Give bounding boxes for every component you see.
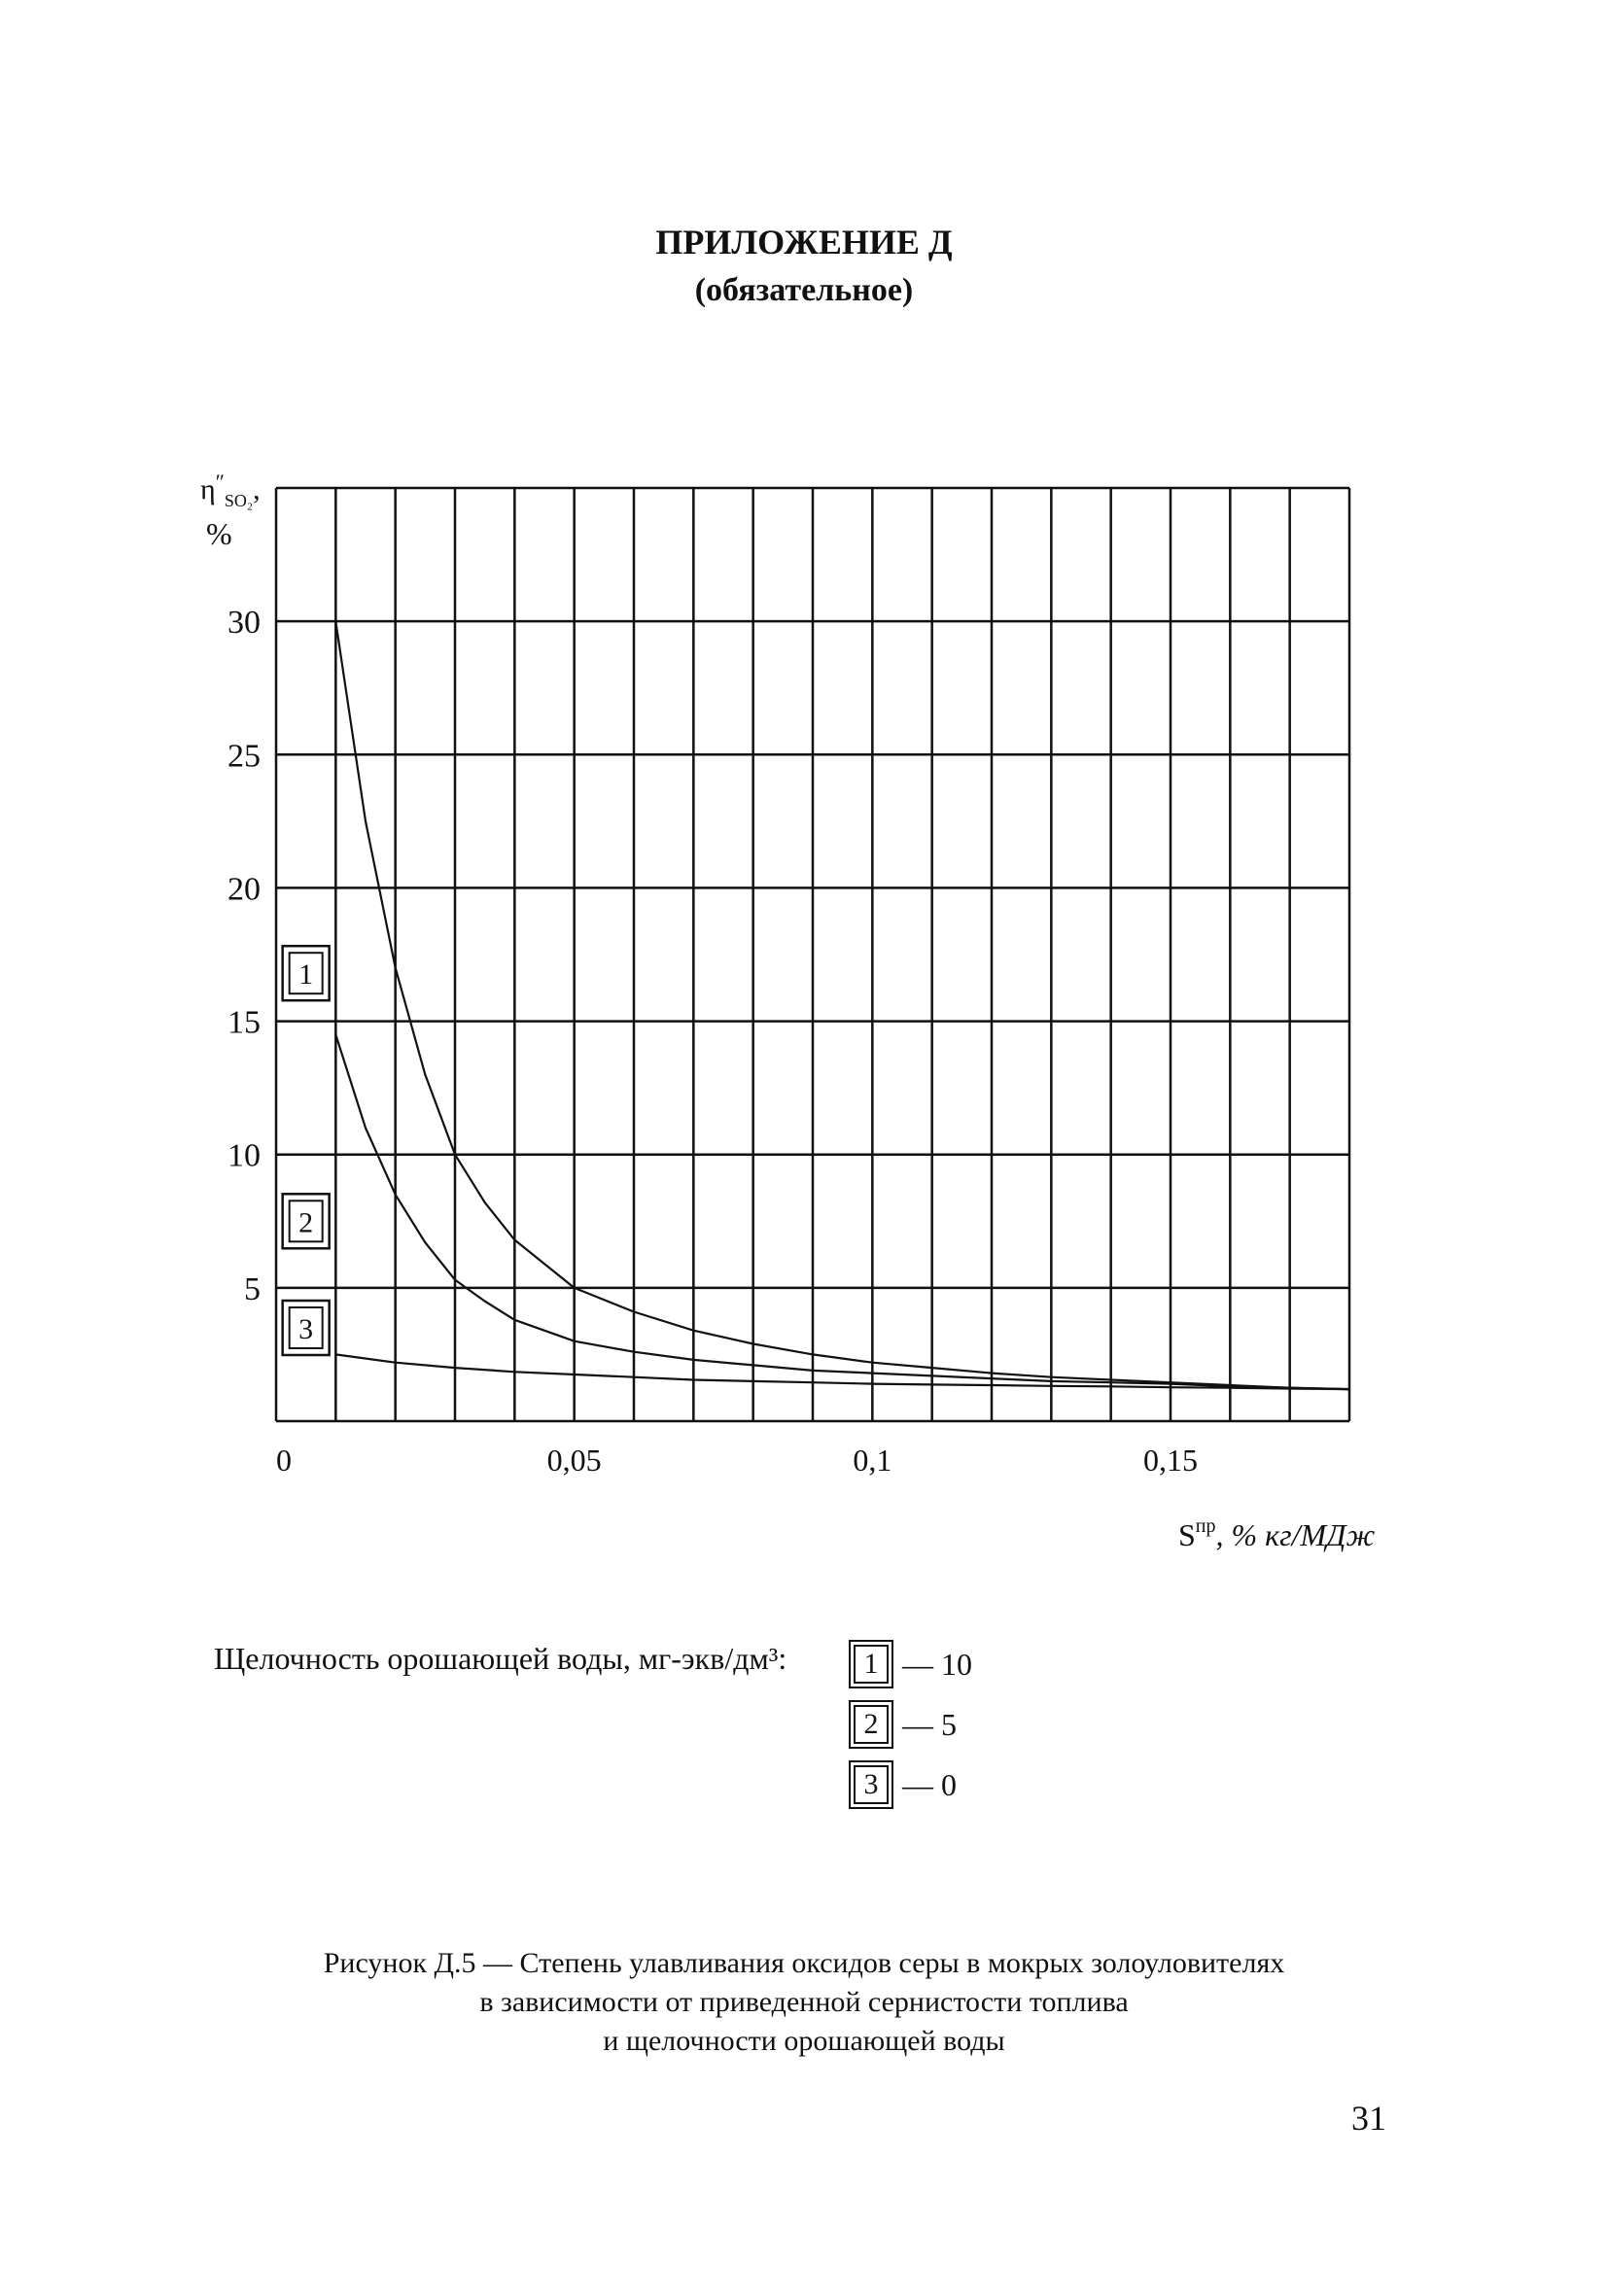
legend-item-1 bbox=[854, 1641, 972, 1687]
series-label-1 bbox=[283, 946, 330, 1000]
x-tick-label: 0,1 bbox=[853, 1443, 892, 1478]
y-tick-label: 30 bbox=[227, 605, 261, 642]
chart-series-labels bbox=[283, 946, 330, 1355]
series-label-2 bbox=[283, 1194, 330, 1248]
legend-value: — 5 bbox=[902, 1706, 957, 1742]
legend-box: 3 bbox=[854, 1765, 889, 1804]
x-axis-label bbox=[1178, 1515, 1376, 1552]
x-tick-label: 0,15 bbox=[1143, 1443, 1198, 1478]
legend-value: — 10 bbox=[902, 1646, 972, 1682]
legend-item-3 bbox=[854, 1761, 957, 1808]
y-axis-label-superscript: ″ bbox=[215, 470, 225, 494]
legend-intro: Щелочность орошающей воды, мг-экв/дм³: bbox=[214, 1641, 787, 1676]
appendix-title: ПРИЛОЖЕНИЕ Д bbox=[655, 223, 953, 261]
series-label-text: 3 bbox=[298, 1313, 314, 1345]
y-axis-label-subscript: SO₂ bbox=[224, 491, 254, 510]
y-tick-label: 15 bbox=[227, 1004, 261, 1041]
series-label-text: 1 bbox=[298, 958, 314, 991]
y-tick-label: 25 bbox=[227, 738, 261, 775]
x-axis-label-unit: , % кг/МДж bbox=[1215, 1517, 1376, 1552]
series-line-2 bbox=[335, 1034, 1349, 1389]
legend-box: 1 bbox=[854, 1645, 889, 1684]
y-axis-unit: % bbox=[206, 516, 232, 551]
series-label-text: 2 bbox=[298, 1206, 314, 1239]
appendix-subtitle: (обязательное) bbox=[694, 272, 914, 308]
x-axis-label-symbol: S bbox=[1178, 1517, 1196, 1552]
y-tick-label: 5 bbox=[244, 1270, 261, 1307]
y-tick-label: 10 bbox=[227, 1137, 261, 1174]
legend-value: — 0 bbox=[902, 1766, 957, 1802]
chart-series bbox=[335, 621, 1349, 1389]
x-tick-label: 0 bbox=[276, 1443, 292, 1478]
series-label-3 bbox=[283, 1301, 330, 1355]
figure-caption-line: Рисунок Д.5 — Степень улавливания оксидов серы в мокрых золоуловителях bbox=[323, 1947, 1285, 1979]
figure-caption-line: в зависимости от приведенной сернистости топлива bbox=[479, 1986, 1129, 2018]
x-axis-label-superscript: пр bbox=[1195, 1515, 1216, 1537]
x-tick-label: 0,05 bbox=[546, 1443, 602, 1478]
legend-item-2 bbox=[854, 1701, 957, 1748]
y-axis-label bbox=[200, 470, 261, 510]
figure-caption-line: и щелочности орошающей воды bbox=[603, 2025, 1005, 2057]
chart-grid bbox=[276, 488, 1349, 1421]
legend-box: 2 bbox=[854, 1705, 889, 1744]
page-number: 31 bbox=[1351, 2099, 1386, 2138]
series-line-1 bbox=[335, 621, 1349, 1389]
y-axis-label-suffix: , bbox=[253, 473, 261, 505]
y-axis-label-symbol: η bbox=[200, 473, 216, 505]
y-tick-label: 20 bbox=[227, 871, 261, 908]
